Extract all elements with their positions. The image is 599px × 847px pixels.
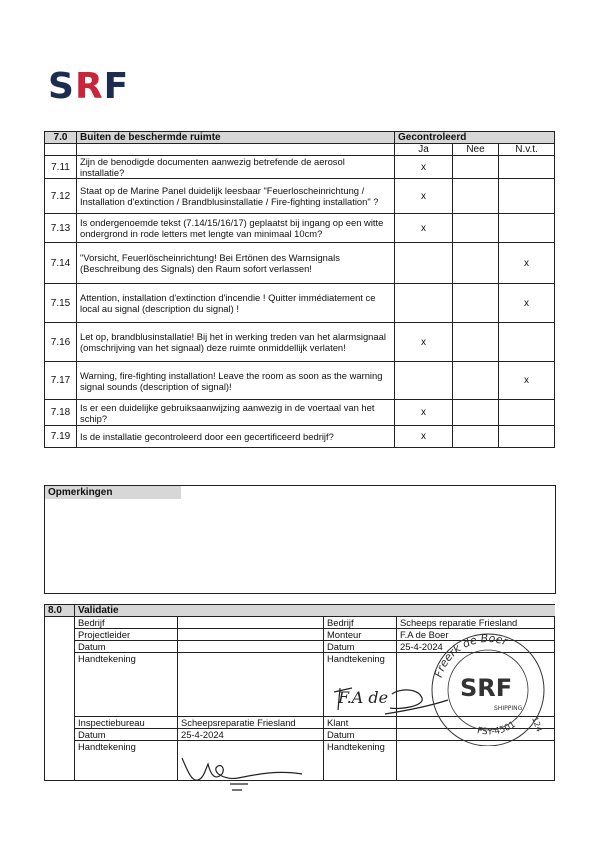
row-nee (453, 323, 499, 362)
section-number: 7.0 (45, 132, 77, 144)
company-stamp (422, 628, 552, 746)
datum-label: Datum (75, 641, 178, 653)
row-nee (453, 243, 499, 284)
row-question: Staat op de Marine Panel duidelijk leesbaar "Feuerloscheinrichtung / Installation d'extinction / Brandblusinstallatie / Fire-fighting installation" ? (77, 179, 395, 214)
handtekening-label-right: Handtekening (324, 653, 397, 717)
table-row (45, 179, 555, 214)
row-nvt (499, 179, 555, 214)
row-question: Is ondergenoemde tekst (7.14/15/16/17) geplaatst bij ingang op een witte ondergrond in rode letters met lengte van minimaal 10cm? (77, 214, 395, 243)
handtekening2-label: Handtekening (75, 741, 178, 781)
row-nvt (499, 156, 555, 179)
row-number: 7.19 (45, 426, 77, 448)
row-nvt (499, 323, 555, 362)
table-row (45, 400, 555, 426)
handtekening3-label: Handtekening (324, 741, 397, 781)
row-nee (453, 400, 499, 426)
inspector-signature (178, 752, 308, 794)
inspectiebureau-value: Scheepsreparatie Friesland (178, 717, 324, 729)
row-ja: x (395, 426, 453, 448)
checked-header: Gecontroleerd (395, 132, 555, 144)
col-nee: Nee (453, 144, 499, 156)
table-row (45, 243, 555, 284)
datum-label-right: Datum (324, 641, 397, 653)
table-row (45, 323, 555, 362)
svg-text:Freerk de Boer: Freerk de Boer (431, 631, 510, 680)
row-question: Warning, fire-fighting installation! Leave the room as soon as the warning signal sounds (description of signal)! (77, 362, 395, 400)
table-row (45, 362, 555, 400)
row-number: 7.14 (45, 243, 77, 284)
row-nvt (499, 426, 555, 448)
row-question: Is de installatie gecontroleerd door een gecertificeerd bedrijf? (77, 426, 395, 448)
section-title: Buiten de beschermde ruimte (77, 132, 395, 144)
row-question: Let op, brandblusinstallatie! Bij het in werking treden van het alarmsignaal (omschrijving van het signaal) deze ruimte onmiddellijk verlaten! (77, 323, 395, 362)
row-number: 7.15 (45, 284, 77, 323)
row-ja: x (395, 179, 453, 214)
row-nee (453, 284, 499, 323)
col-nvt: N.v.t. (499, 144, 555, 156)
inspection-table-7 (44, 131, 555, 448)
row-question: Is er een duidelijke gebruiksaanwijzing aanwezig in de voertaal van het schip? (77, 400, 395, 426)
svg-text:124: 124 (530, 715, 544, 734)
svg-text:SHIPPING: SHIPPING (494, 705, 523, 712)
validation-title: Validatie (75, 605, 555, 617)
projectleider-label: Projectleider (75, 629, 178, 641)
svg-text:SRF: SRF (460, 674, 513, 702)
table-row (45, 156, 555, 179)
row-question: Attention, installation d'extinction d'incendie ! Quitter immédiatement ce local au signal (description du signal) ! (77, 284, 395, 323)
row-number: 7.13 (45, 214, 77, 243)
datum2-value: 25-4-2024 (178, 729, 324, 741)
remarks-title: Opmerkingen (45, 486, 181, 499)
row-ja: x (395, 323, 453, 362)
table-row (45, 284, 555, 323)
monteur-value: F.A de Boer (397, 629, 555, 641)
row-nvt: x (499, 243, 555, 284)
row-number: 7.12 (45, 179, 77, 214)
validation-number: 8.0 (45, 605, 75, 617)
row-nvt (499, 400, 555, 426)
table-row (45, 214, 555, 243)
svg-text:FSY-4501: FSY-4501 (475, 719, 518, 738)
row-nee (453, 179, 499, 214)
row-number: 7.17 (45, 362, 77, 400)
inspectiebureau-label: Inspectiebureau (75, 717, 178, 729)
remarks-box (44, 485, 556, 594)
col-ja: Ja (395, 144, 453, 156)
handtekening-label: Handtekening (75, 653, 178, 717)
row-nee (453, 214, 499, 243)
row-number: 7.16 (45, 323, 77, 362)
bedrijf-value: Scheeps reparatie Friesland (397, 617, 555, 629)
svg-text:F.A de: F.A de (338, 688, 389, 707)
table-row (45, 426, 555, 448)
row-ja: x (395, 156, 453, 179)
row-question: "Vorsicht, Feuerlöscheinrichtung! Bei Ertönen des Warnsignals (Beschreibung des Signals) den Raum sofort verlassen! (77, 243, 395, 284)
row-number: 7.11 (45, 156, 77, 179)
row-ja (395, 362, 453, 400)
row-question: Zijn de benodigde documenten aanwezig betrefende de aerosol installatie? (77, 156, 395, 179)
monteur-label: Monteur (324, 629, 397, 641)
datum3-label: Datum (324, 729, 397, 741)
row-ja: x (395, 400, 453, 426)
row-nvt (499, 214, 555, 243)
row-nvt: x (499, 284, 555, 323)
row-ja (395, 243, 453, 284)
row-nee (453, 362, 499, 400)
row-nvt: x (499, 362, 555, 400)
row-nee (453, 156, 499, 179)
bedrijf-label: Bedrijf (75, 617, 178, 629)
bedrijf-label-right: Bedrijf (324, 617, 397, 629)
company-logo: SRF (48, 66, 130, 107)
row-nee (453, 426, 499, 448)
datum2-label: Datum (75, 729, 178, 741)
klant-label: Klant (324, 717, 397, 729)
datum-value: 25-4-2024 (397, 641, 555, 653)
row-ja: x (395, 214, 453, 243)
row-ja (395, 284, 453, 323)
row-number: 7.18 (45, 400, 77, 426)
